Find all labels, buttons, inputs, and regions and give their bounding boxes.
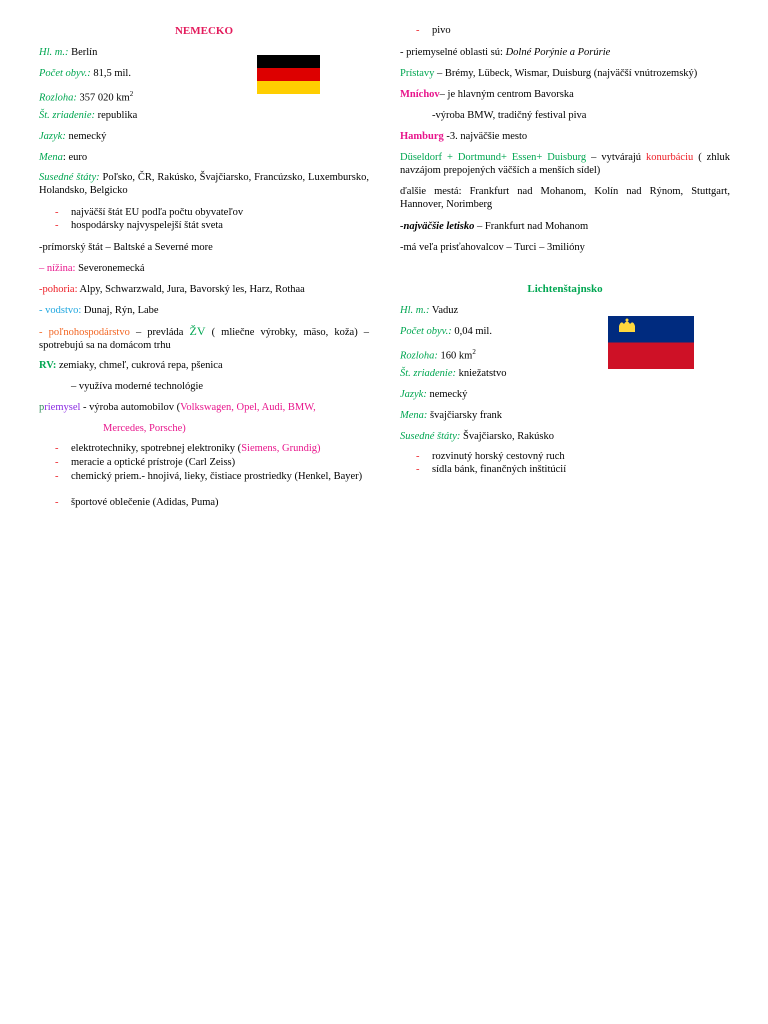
list-item: - chemický priem.- hnojivá, lieky, čistiace prostriedky (Henkel, Bayer) bbox=[55, 471, 363, 482]
germany-tech: – využíva moderné technológie bbox=[71, 381, 204, 392]
germany-neighbors: Susedné štáty: Poľsko, ČR, Rakúsko, Švajčiarsko, Francúzsko, Luxembursko, Holandsko, Belgicko bbox=[39, 172, 369, 196]
germany-hamburg: Hamburg -3. najväčšie mesto bbox=[400, 131, 528, 142]
flag-stripe-red bbox=[608, 343, 694, 370]
germany-population: Počet obyv.: 81,5 mil. bbox=[39, 68, 131, 79]
germany-capital: Hl. m.: Berlín bbox=[39, 47, 98, 58]
list-item: - sídla bánk, finančných inštitúcií bbox=[416, 464, 567, 475]
germany-crops: RV: zemiaky, chmeľ, cukrová repa, pšenica bbox=[39, 360, 223, 371]
flag-stripe-red bbox=[257, 68, 320, 81]
liechtenstein-neighbors: Susedné štáty: Švajčiarsko, Rakúsko bbox=[400, 431, 554, 442]
germany-area: Rozloha: 357 020 $km^2$ bbox=[39, 90, 134, 104]
germany-agriculture: - poľnohospodárstvo – prevláda ŽV ( mliečne výrobky, mäso, koža) – spotrebujú sa na domácom trhu bbox=[39, 324, 370, 351]
germany-conurbation: Düseldorf + Dortmund+ Essen+ Duisburg – vytvárajú konurbáciu ( zhluk navzájom prepojených väčších a menších sídel) bbox=[400, 152, 731, 176]
germany-immigrants: -má veľa prisťahovalcov – Turci – 3milióny bbox=[400, 242, 585, 253]
germany-coastal: -prímorský štát – Baltské a Severné more bbox=[39, 242, 213, 253]
germany-rivers: - vodstvo: Dunaj, Rýn, Labe bbox=[39, 305, 159, 316]
list-item: - pivo bbox=[416, 25, 451, 36]
list-item: - športové oblečenie (Adidas, Puma) bbox=[55, 497, 219, 508]
germany-mountains: -pohoria: Alpy, Schwarzwald, Jura, Bavorský les, Harz, Rothaa bbox=[39, 284, 305, 295]
list-item: - rozvinutý horský cestovný ruch bbox=[416, 451, 565, 462]
germany-airport: -najväčšie letisko – Frankfurt nad Mohanom bbox=[400, 221, 589, 232]
germany-industry-brands: Mercedes, Porsche) bbox=[103, 423, 186, 434]
germany-flag-icon bbox=[257, 55, 320, 94]
liechtenstein-area: Rozloha: 160 $km^2$ bbox=[400, 348, 476, 362]
germany-title: NEMECKO bbox=[174, 25, 234, 37]
list-item: - hospodársky najvyspelejší štát sveta bbox=[55, 220, 223, 231]
liechtenstein-capital: Hl. m.: Vaduz bbox=[400, 305, 459, 316]
liechtenstein-government: Št. zriadenie: kniežatstvo bbox=[400, 368, 507, 379]
list-item: - elektrotechniky, spotrebnej elektroniky (Siemens, Grundig) bbox=[55, 443, 321, 454]
liechtenstein-flag-icon bbox=[608, 316, 694, 369]
liechtenstein-title: Lichtenštajnsko bbox=[527, 283, 603, 295]
germany-other-cities: ďalšie mestá: Frankfurt nad Mohanom, Kolín nad Rýnom, Stuttgart, Hannover, Norimberg bbox=[400, 186, 730, 210]
list-item: - meracie a optické prístroje (Carl Zeiss) bbox=[55, 457, 236, 468]
germany-munich: Mníchov– je hlavným centrom Bavorska bbox=[400, 89, 574, 100]
germany-ports: Prístavy – Brémy, Lübeck, Wismar, Duisburg (najväčší vnútrozemský) bbox=[400, 68, 698, 79]
germany-industry: priemysel - výroba automobilov (Volkswagen, Opel, Audi, BMW, bbox=[39, 402, 316, 413]
germany-language: Jazyk: nemecký bbox=[39, 131, 107, 142]
liechtenstein-currency: Mena: švajčiarsky frank bbox=[400, 410, 503, 421]
germany-currency: Mena: euro bbox=[39, 152, 88, 163]
germany-government: Št. zriadenie: republika bbox=[39, 110, 138, 121]
liechtenstein-language: Jazyk: nemecký bbox=[400, 389, 468, 400]
flag-stripe-gold bbox=[257, 81, 320, 94]
germany-lowland: – nížina: Severonemecká bbox=[39, 263, 145, 274]
germany-industrial-areas: - priemyselné oblasti sú: Dolné Porýnie a Porúrie bbox=[400, 47, 611, 58]
flag-stripe-black bbox=[257, 55, 320, 68]
list-item: - najväčší štát EU podľa počtu obyvateľov bbox=[55, 207, 244, 218]
germany-munich-sub: -výroba BMW, tradičný festival piva bbox=[432, 110, 587, 121]
liechtenstein-population: Počet obyv.: 0,04 mil. bbox=[400, 326, 492, 337]
